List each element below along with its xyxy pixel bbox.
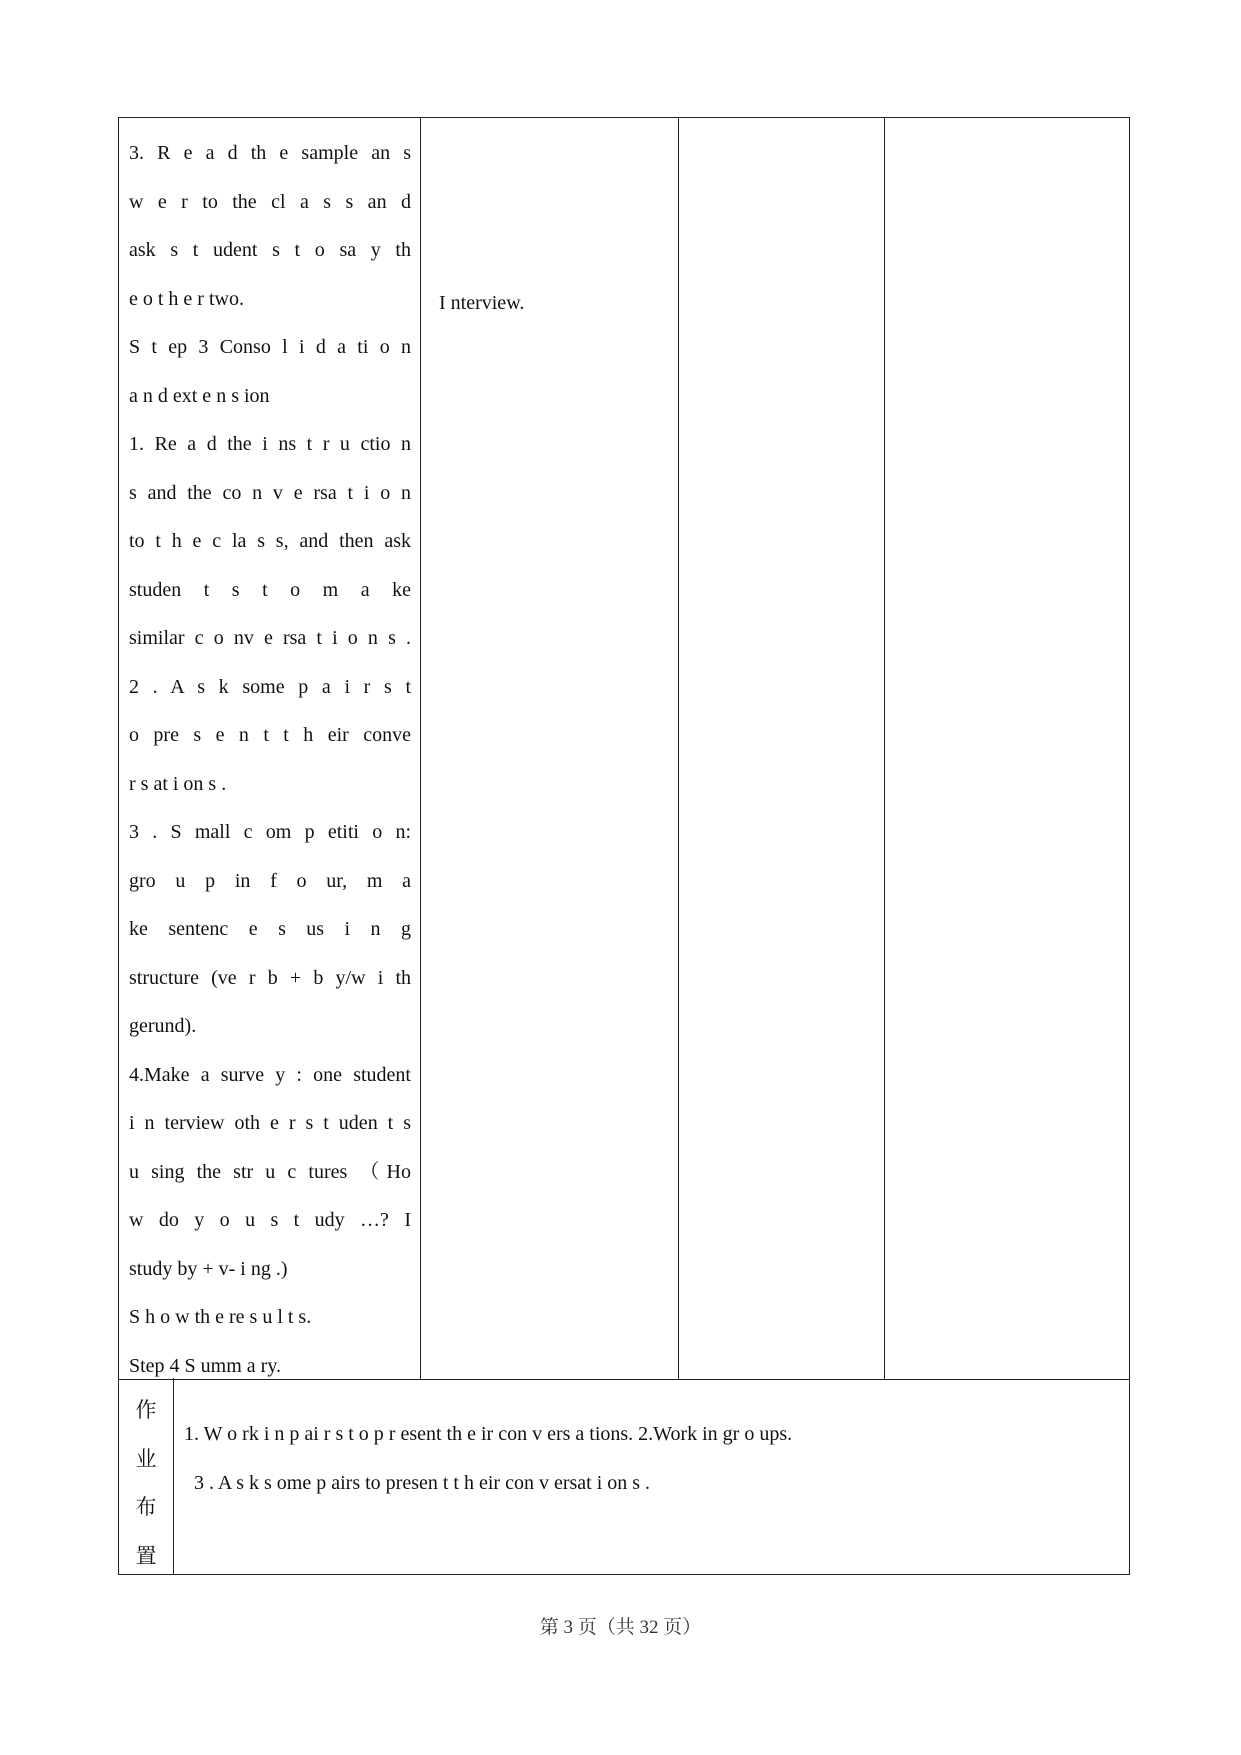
teacher-activity-line: Step 4 S umm a ry.	[129, 1354, 282, 1377]
teacher-activity-line: w e r to the cl a s s an d	[129, 190, 411, 213]
empty-column-4	[885, 118, 1129, 1379]
teacher-activity-line: ke sentenc e s us i n g	[129, 918, 411, 940]
teacher-activity-line: 4.Make a surve y : one student	[129, 1063, 411, 1086]
homework-content	[184, 1410, 1119, 1507]
empty-column-3	[679, 118, 885, 1379]
teacher-activity-line: 3. R e a d th e sample an s	[129, 142, 411, 164]
teacher-activity-line: similar c o nv e rsa t i o n s .	[129, 627, 411, 649]
teacher-activity-line: 1. Re a d the i ns t r u ctio n	[129, 433, 411, 455]
teacher-activity-line: e o t h e r two.	[129, 287, 244, 310]
teacher-activity-line: S h o w th e re s u l t s.	[129, 1306, 312, 1328]
teacher-activity-line: a n d ext e n s ion	[129, 384, 270, 407]
teacher-activity-line: o pre s e n t t h eir conve	[129, 724, 411, 746]
teacher-activity-line: r s at i on s .	[129, 772, 227, 795]
teacher-activity-line: study by + v- i ng .)	[129, 1257, 288, 1280]
homework-label-char: 布	[135, 1495, 157, 1519]
teacher-activities-column	[119, 118, 421, 1379]
teacher-activity-line: s and the co n v e rsa t i o n	[129, 481, 411, 504]
teacher-activity-line: i n terview oth e r s t uden t s	[129, 1112, 411, 1134]
homework-line-1: 1. W o rk i n p ai r s t o p r esent th e ir con v ers a tions. 2.Work in gr o ups.	[184, 1423, 793, 1445]
homework-label-char: 作	[135, 1398, 157, 1422]
teacher-activity-line: 2 . A s k some p a i r s t	[129, 675, 411, 698]
homework-table	[118, 1378, 1130, 1575]
homework-label-char: 置	[135, 1543, 157, 1568]
teacher-activity-line: gerund).	[129, 1015, 197, 1037]
interview-text: I nterview.	[439, 292, 525, 314]
student-activities-column	[421, 118, 679, 1379]
teacher-activity-line: 3 . S mall c om p etiti o n:	[129, 821, 411, 843]
teacher-activity-line: S t ep 3 Conso l i d a ti o n	[129, 336, 411, 358]
teacher-activities-text	[129, 129, 411, 1390]
page-number-footer: 第 3 页（共 32 页）	[539, 1617, 702, 1638]
teacher-activity-line: structure (ve r b + b y/w i th	[129, 966, 411, 989]
teacher-activity-line: ask s t udent s t o sa y th	[129, 239, 411, 261]
teacher-activity-line: u sing the str u c tures （Ho	[129, 1160, 411, 1183]
teacher-activity-line: gro u p in f o ur, m a	[129, 869, 411, 892]
teacher-activity-line: to t h e c la s s, and then ask	[129, 530, 411, 552]
homework-line-2: 3 . A s k s ome p airs to presen t t h eir con v ersat i on s .	[194, 1471, 651, 1494]
teacher-activity-line: studen t s t o m a ke	[129, 578, 411, 601]
lesson-procedure-table	[118, 117, 1130, 1380]
homework-label	[119, 1378, 174, 1574]
teacher-activity-line: w do y o u s t udy …? I	[129, 1209, 411, 1231]
homework-label-char: 业	[135, 1446, 157, 1471]
